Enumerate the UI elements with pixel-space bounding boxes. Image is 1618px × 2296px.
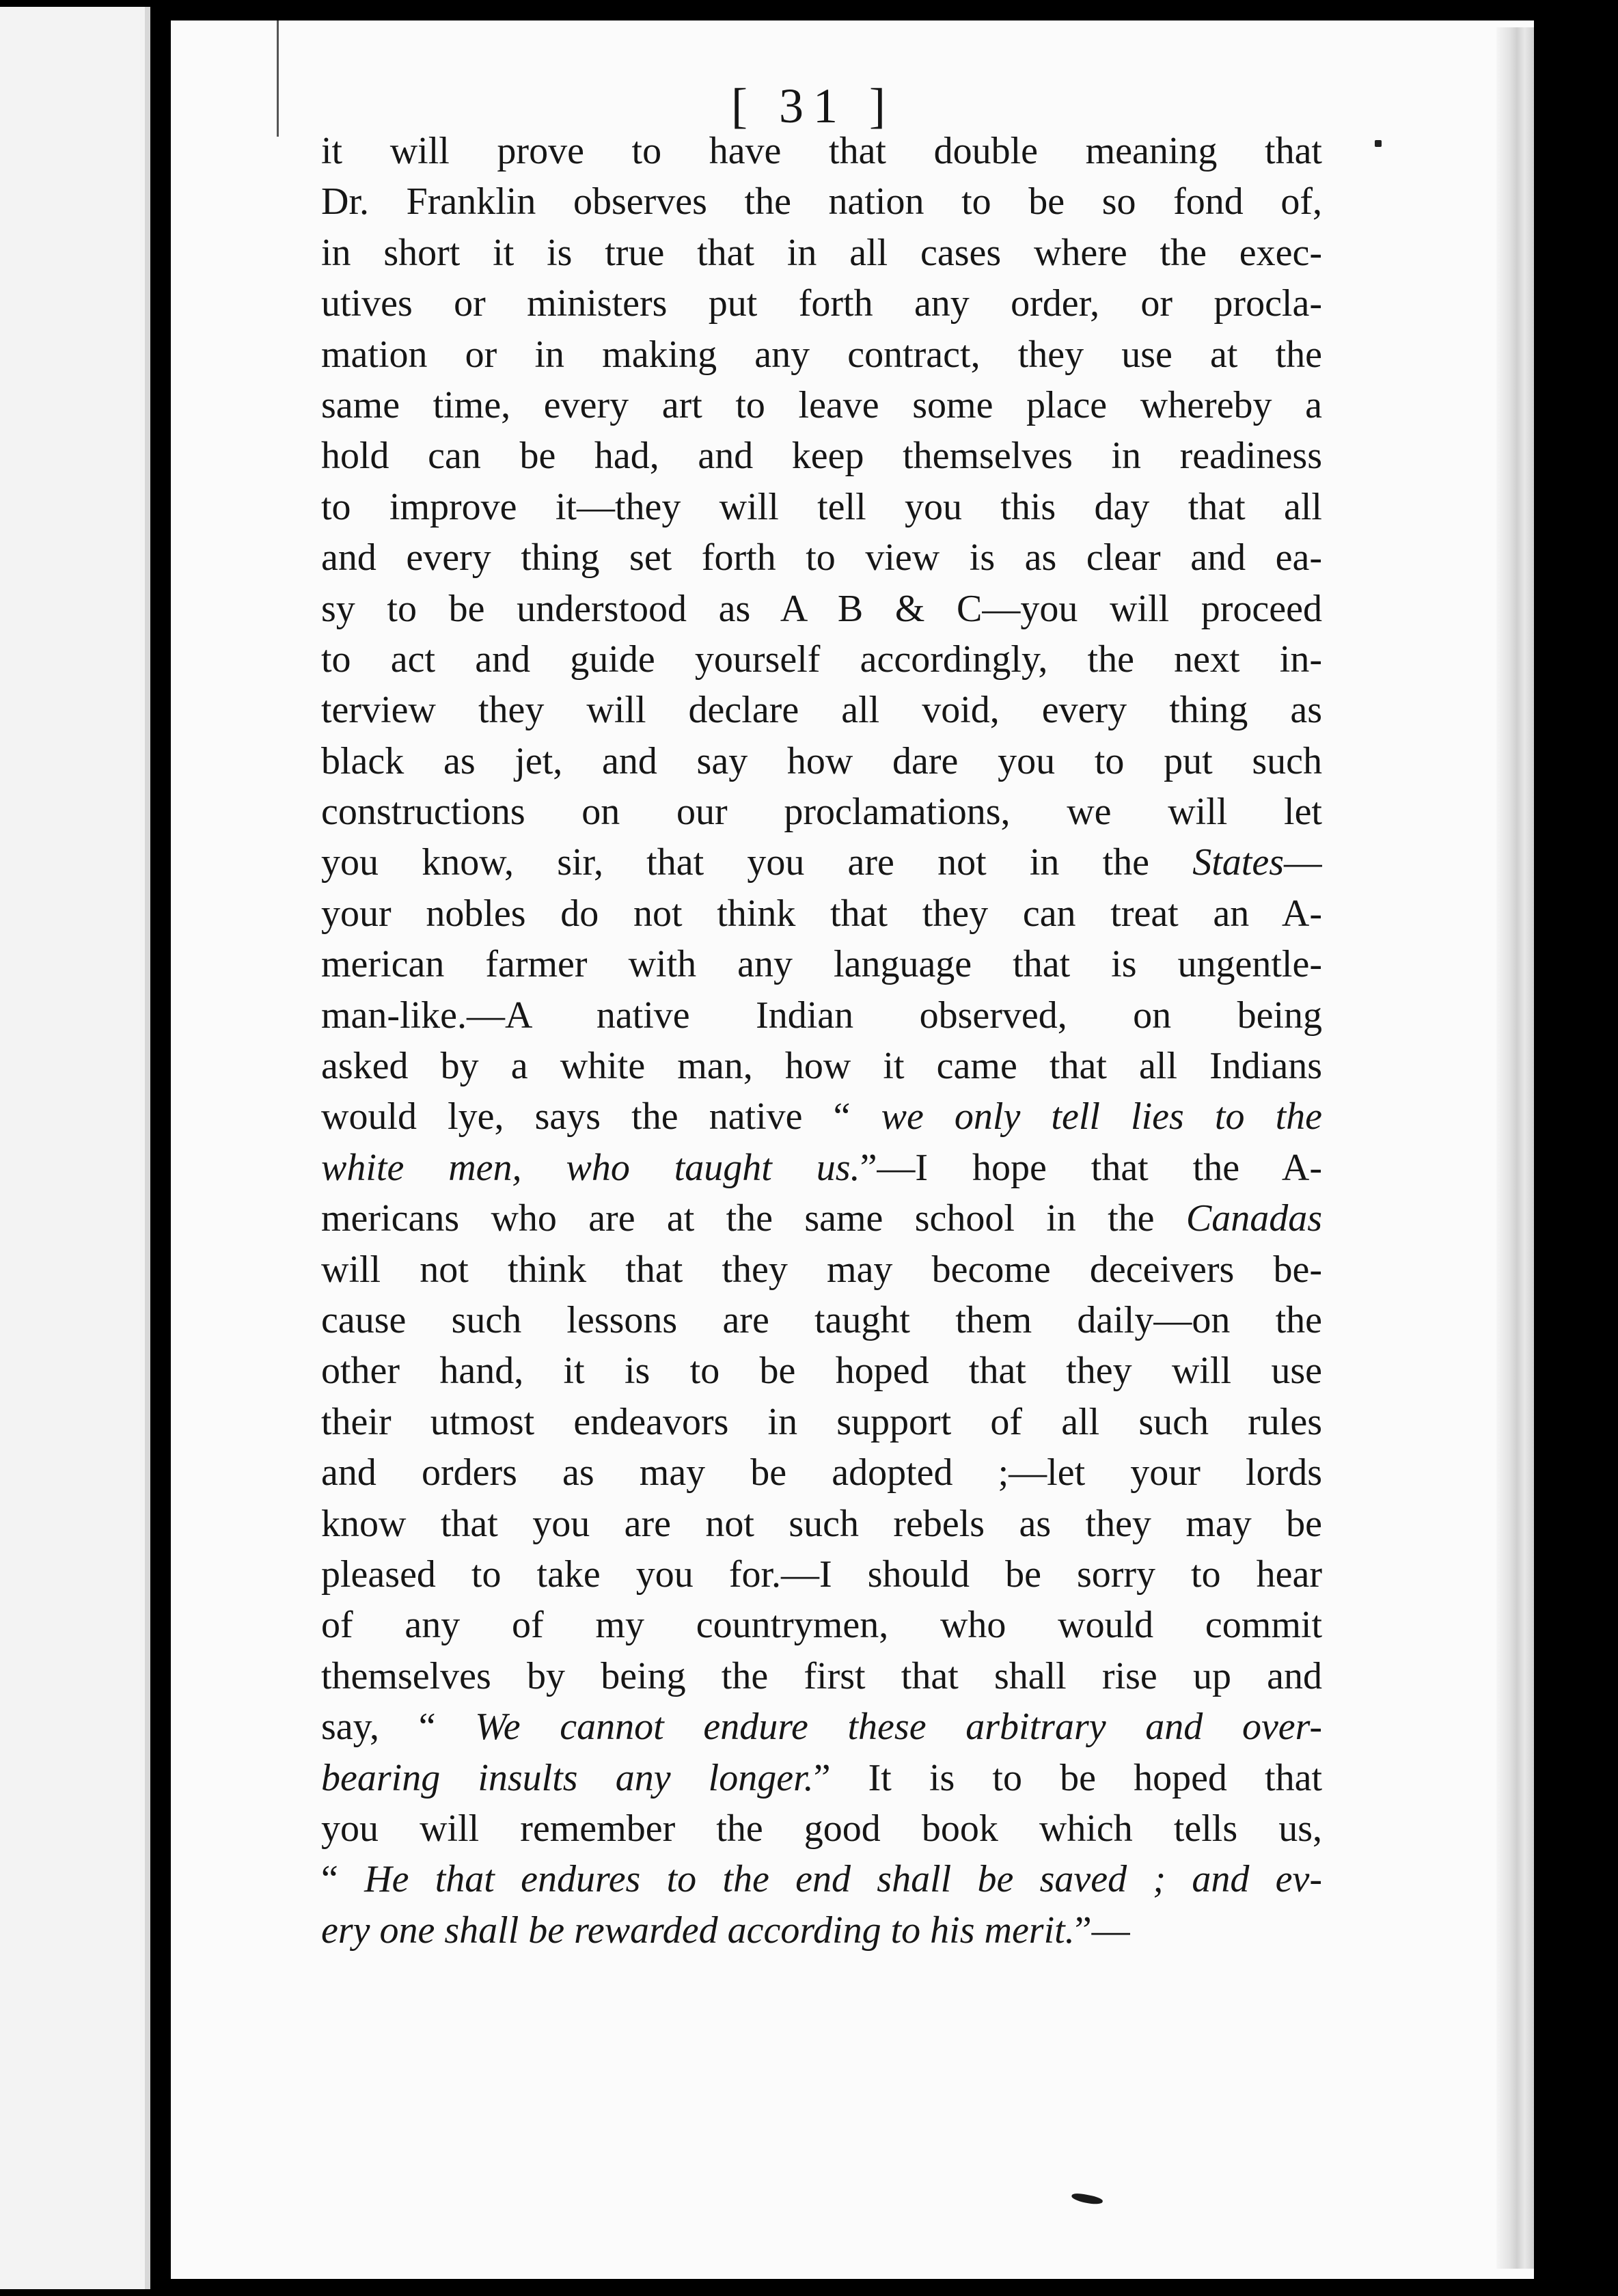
text-segment: sy to be understood as A B & C—you will proceed bbox=[321, 587, 1322, 630]
text-segment: ”— bbox=[1074, 1909, 1130, 1952]
text-segment: you will remember the good book which tells us, bbox=[321, 1807, 1322, 1850]
text-line bbox=[321, 634, 1322, 685]
text-segment: merican farmer with any language that is ungentle- bbox=[321, 943, 1322, 986]
text-line bbox=[321, 1499, 1322, 1549]
italic-text-segment: we only tell lies to the bbox=[881, 1095, 1322, 1138]
text-segment: “ bbox=[321, 1858, 365, 1901]
text-line bbox=[321, 787, 1322, 837]
text-segment: utives or ministers put forth any order, or procla- bbox=[321, 282, 1322, 325]
text-segment: of any of my countrymen, who would commit bbox=[321, 1604, 1322, 1647]
text-segment: it will prove to have that double meaning that bbox=[321, 130, 1322, 172]
text-segment: you know, sir, that you are not in the bbox=[321, 841, 1193, 884]
italic-text-segment: We cannot endure these arbitrary and over- bbox=[475, 1706, 1322, 1749]
text-line bbox=[321, 837, 1322, 888]
page-right-edge bbox=[1496, 27, 1534, 2269]
text-segment: terview they will declare all void, every thing as bbox=[321, 689, 1322, 732]
text-segment: would lye, says the native “ bbox=[321, 1095, 881, 1138]
text-line bbox=[321, 430, 1322, 481]
text-line bbox=[321, 1244, 1322, 1295]
text-line bbox=[321, 329, 1322, 380]
text-line bbox=[321, 1702, 1322, 1752]
text-line bbox=[321, 990, 1322, 1041]
page-number: [ 31 ] bbox=[731, 79, 895, 133]
text-line bbox=[321, 482, 1322, 532]
italic-text-segment: He that endures to the end shall be saved ; and ev- bbox=[364, 1858, 1322, 1901]
text-line bbox=[321, 1091, 1322, 1142]
text-segment: their utmost endeavors in support of all such rules bbox=[321, 1400, 1322, 1443]
text-segment: — bbox=[1284, 841, 1322, 884]
text-segment: same time, every art to leave some place whereby a bbox=[321, 383, 1322, 426]
text-segment: Dr. Franklin observes the nation to be so fond of, bbox=[321, 180, 1322, 223]
text-segment: in short it is true that in all cases where the exec- bbox=[321, 231, 1322, 274]
text-line bbox=[321, 1803, 1322, 1854]
facing-page-shadow bbox=[145, 7, 150, 2289]
text-segment: other hand, it is to be hoped that they will use bbox=[321, 1350, 1322, 1393]
text-line bbox=[321, 1295, 1322, 1345]
text-line bbox=[321, 126, 1322, 176]
text-segment: ” It is to be hoped that bbox=[813, 1756, 1322, 1799]
text-segment: your nobles do not think that they can treat an A- bbox=[321, 892, 1322, 935]
text-segment: mericans who are at the same school in the bbox=[321, 1197, 1186, 1240]
text-segment: constructions on our proclamations, we will let bbox=[321, 791, 1322, 834]
stray-ink-mark bbox=[1375, 140, 1382, 147]
text-line bbox=[321, 1600, 1322, 1650]
book-gutter bbox=[150, 0, 171, 2296]
facing-page-edge bbox=[0, 7, 150, 2289]
text-segment: pleased to take you for.—I should be sorry to hear bbox=[321, 1553, 1322, 1596]
text-segment: man-like.—A native Indian observed, on being bbox=[321, 994, 1322, 1037]
italic-text-segment: ery one shall be rewarded according to his merit. bbox=[321, 1909, 1075, 1952]
text-line bbox=[321, 736, 1322, 787]
text-line bbox=[321, 1397, 1322, 1447]
text-segment: to improve it—they will tell you this day that all bbox=[321, 485, 1322, 528]
text-segment: and every thing set forth to view is as clear and ea- bbox=[321, 536, 1322, 579]
text-segment: hold can be had, and keep themselves in readiness bbox=[321, 435, 1322, 478]
text-segment: say, “ bbox=[321, 1706, 476, 1749]
text-line bbox=[321, 888, 1322, 939]
text-line bbox=[321, 1143, 1322, 1193]
page-fold-line bbox=[277, 20, 279, 137]
italic-text-segment: white men, who taught us. bbox=[321, 1146, 860, 1189]
text-line bbox=[321, 1549, 1322, 1600]
text-line bbox=[321, 1041, 1322, 1091]
text-segment: to act and guide yourself accordingly, the next in- bbox=[321, 638, 1322, 681]
text-segment: asked by a white man, how it came that all Indians bbox=[321, 1045, 1322, 1088]
text-line bbox=[321, 176, 1322, 227]
text-line bbox=[321, 228, 1322, 278]
italic-text-segment: Canadas bbox=[1185, 1197, 1322, 1240]
text-line bbox=[321, 1345, 1322, 1396]
text-line bbox=[321, 685, 1322, 735]
text-segment: will not think that they may become deceivers be- bbox=[321, 1248, 1322, 1291]
text-line bbox=[321, 1651, 1322, 1702]
text-line bbox=[321, 1193, 1322, 1244]
text-line bbox=[321, 1854, 1322, 1904]
italic-text-segment: bearing insults any longer. bbox=[321, 1756, 814, 1799]
text-segment: black as jet, and say how dare you to put such bbox=[321, 739, 1322, 782]
text-segment: and orders as may be adopted ;—let your lords bbox=[321, 1451, 1322, 1494]
italic-text-segment: States bbox=[1192, 841, 1284, 884]
text-line bbox=[321, 939, 1322, 989]
text-segment: ”—I hope that the A- bbox=[860, 1146, 1322, 1189]
text-line bbox=[321, 1447, 1322, 1498]
body-text bbox=[321, 126, 1322, 1956]
text-line bbox=[321, 278, 1322, 329]
text-segment: know that you are not such rebels as they may be bbox=[321, 1502, 1322, 1545]
text-line bbox=[321, 584, 1322, 634]
text-segment: cause such lessons are taught them daily—on the bbox=[321, 1298, 1322, 1341]
text-line bbox=[321, 1753, 1322, 1803]
text-line bbox=[321, 380, 1322, 430]
text-line bbox=[321, 1905, 1322, 1956]
text-segment: mation or in making any contract, they use at the bbox=[321, 333, 1322, 376]
text-segment: themselves by being the first that shall rise up and bbox=[321, 1654, 1322, 1697]
text-line bbox=[321, 532, 1322, 583]
